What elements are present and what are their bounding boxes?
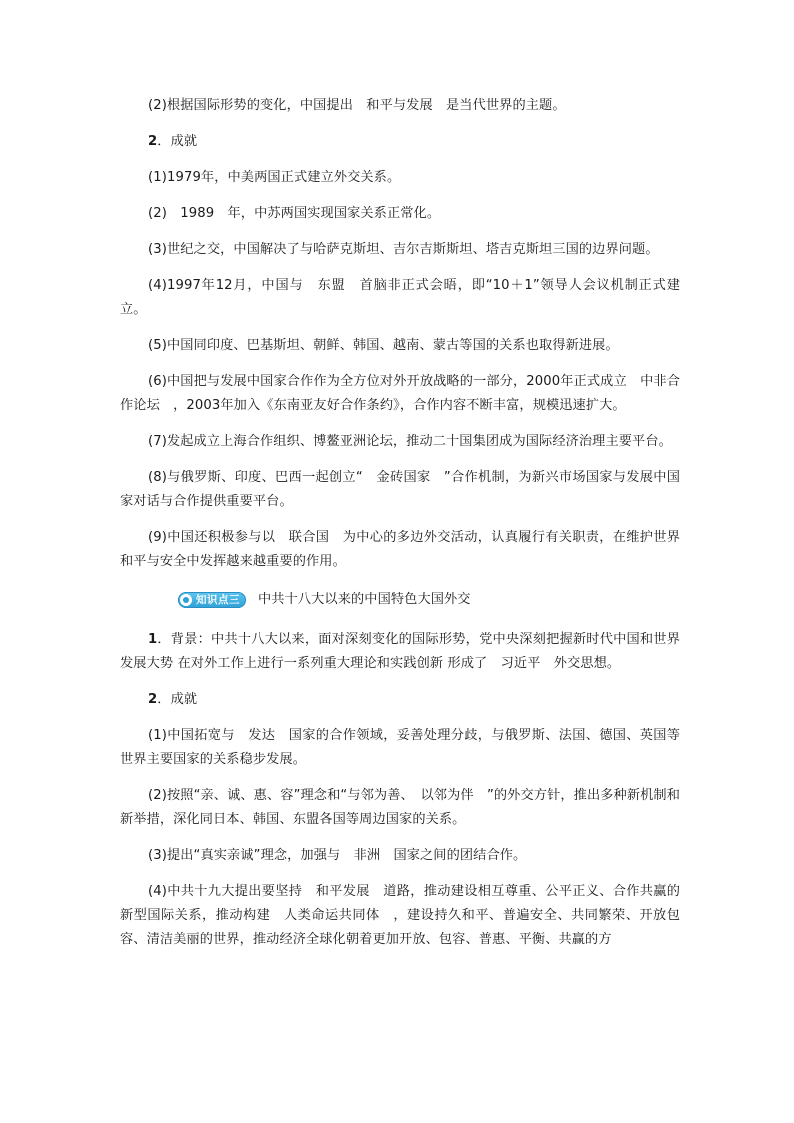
paragraph-p1: (2)根据国际形势的变化，中国提出 和平与发展 是当代世界的主题。 (148, 98, 566, 113)
heading-number: 1 (148, 632, 158, 647)
paragraph-q3: (1)中国拓宽与 发达 国家的合作领域，妥善处理分歧，与俄罗斯、法国、德国、英国等世界主要国家的关系稳步发展。 (120, 728, 680, 767)
section-header (178, 588, 680, 612)
paragraph-p7: (5)中国同印度、巴基斯坦、朝鲜、韩国、越南、蒙古等国的关系也取得新进展。 (148, 338, 619, 353)
heading-background (120, 628, 680, 676)
paragraph-q4: (2)按照“亲、诚、惠、容”理念和“与邻为善、 以邻为伴 ”的外交方针，推出多种新机制和新举措，深化同日本、韩国、东盟各国等周边国家的关系。 (120, 788, 680, 827)
paragraph-p8: (6)中国把与发展中国家合作作为全方位对外开放战略的一部分，2000年正式成立 中非合作论坛 ，2003年加入《东南亚友好合作条约》，合作内容不断丰富，规模迅速扩大。 (120, 374, 680, 413)
heading-achievements-1 (120, 130, 680, 154)
paragraph-q5: (3)提出“真实亲诚”理念，加强与 非洲 国家之间的团结合作。 (148, 848, 527, 863)
paragraph-p9: (7)发起成立上海合作组织、博鳌亚洲论坛，推动二十国集团成为国际经济治理主要平台。 (148, 434, 672, 449)
heading-text: ．背景：中共十八大以来，面对深刻变化的国际形势，党中央深刻把握新时代中国和世界发展大势 在对外工作上进行一系列重大理论和实践创新 形成了 习近平 外交思想。 (120, 632, 680, 671)
knowledge-point-badge (178, 592, 246, 608)
bullet-circle-icon (180, 594, 192, 606)
paragraph-p6: (4)1997年12月，中国与 东盟 首脑非正式会晤，即“10＋1”领导人会议机制正式建立。 (120, 278, 680, 317)
heading-text: ．成就 (157, 692, 198, 707)
heading-achievements-2 (120, 688, 680, 712)
paragraph-p10: (8)与俄罗斯、印度、巴西一起创立“ 金砖国家 ”合作机制，为新兴市场国家与发展中国家对话与合作提供重要平台。 (120, 470, 680, 509)
heading-text: ．成就 (157, 134, 198, 149)
document-body (120, 94, 680, 964)
paragraph-p11: (9)中国还积极参与以 联合国 为中心的多边外交活动，认真履行有关职责，在维护世界和平与安全中发挥越来越重要的作用。 (120, 530, 680, 569)
paragraph-p3: (1)1979年，中美两国正式建立外交关系。 (148, 170, 401, 185)
paragraph-p4: (2) 1989 年，中苏两国实现国家关系正常化。 (148, 206, 441, 221)
heading-number: 2 (148, 134, 158, 149)
paragraph-p5: (3)世纪之交，中国解决了与哈萨克斯坦、吉尔吉斯斯坦、塔吉克斯坦三国的边界问题。 (148, 242, 659, 257)
section-title: 中共十八大以来的中国特色大国外交 (258, 592, 471, 607)
badge-label: 知识点三 (196, 594, 240, 606)
heading-number: 2 (148, 692, 158, 707)
paragraph-q6: (4)中共十九大提出要坚持 和平发展 道路，推动建设相互尊重、公平正义、合作共赢的新型国际关系，推动构建 人类命运共同体 ，建设持久和平、普遍安全、共同繁荣、开放包容、清洁美丽的世界，推动经济全球化朝着更加开放、包容、普惠、平衡、共赢的方 (120, 884, 680, 947)
